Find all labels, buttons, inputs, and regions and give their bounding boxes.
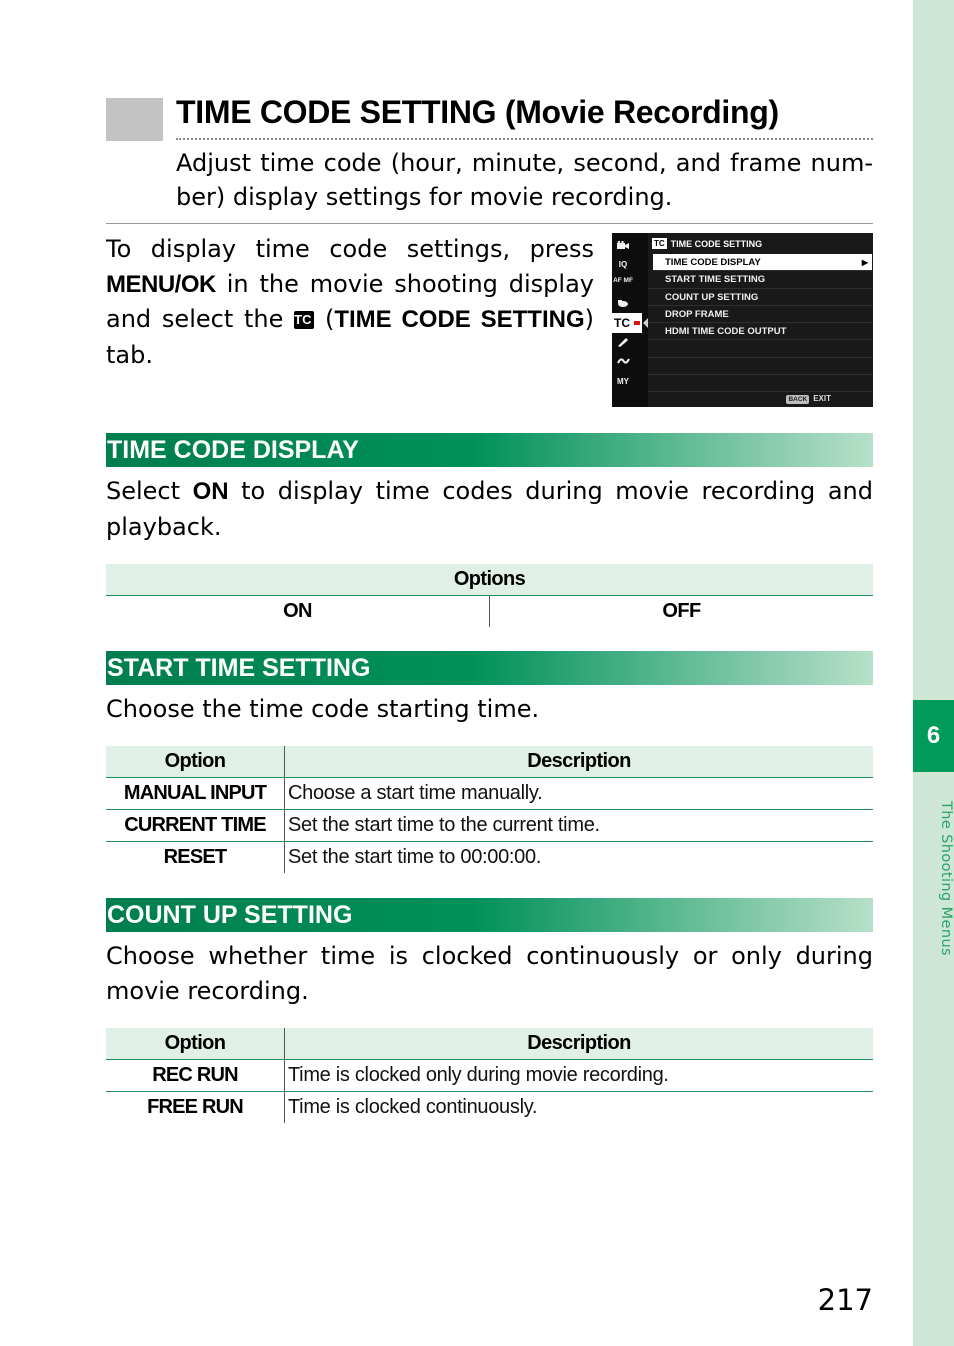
menu-item-time-code-display	[653, 254, 872, 271]
howto-part3: (	[314, 305, 335, 333]
camera-menu-header	[652, 236, 762, 252]
howto-part2: in the movie shooting display and select the	[106, 269, 594, 333]
description-cell: Set the start time to 00:00:00.	[288, 846, 542, 868]
options-table	[106, 564, 873, 627]
back-button-icon: BACK	[788, 396, 808, 403]
chevron-right-icon: ▶	[861, 258, 868, 267]
description-column-header: Description	[285, 1028, 874, 1060]
tab-name: TIME CODE SETTING	[334, 306, 585, 333]
start-time-table	[106, 746, 873, 873]
menu-item-empty	[648, 358, 872, 375]
howto-part4: ) tab.	[106, 305, 594, 369]
intro-rule	[106, 223, 873, 224]
camera-menu-list	[648, 254, 872, 392]
on-option-inline: ON	[192, 478, 229, 505]
camera-menu-footer	[786, 394, 831, 404]
option-cell: RESET	[106, 842, 285, 874]
title-divider	[176, 138, 873, 140]
start-time-setting-text: Choose the time code starting time.	[106, 695, 540, 723]
option-off: OFF	[662, 600, 701, 622]
section-heading-count-up-setting: COUNT UP SETTING	[106, 898, 873, 932]
my-menu-icon: MY	[617, 377, 629, 386]
description-cell: Time is clocked continuously.	[288, 1096, 538, 1118]
option-column-header: Option	[106, 1028, 285, 1060]
section-heading-time-code-display: TIME CODE DISPLAY	[106, 433, 873, 467]
count-up-table	[106, 1028, 873, 1123]
camera-menu-title: TIME CODE SETTING	[670, 239, 763, 249]
af-mf-icon: AF MF	[613, 277, 633, 284]
menu-item-start-time-setting: START TIME SETTING	[648, 271, 872, 288]
table-row	[106, 596, 873, 628]
option-on: ON	[106, 596, 490, 628]
table-row	[106, 842, 873, 874]
option-cell: FREE RUN	[106, 1092, 285, 1124]
text-part: Select	[106, 477, 193, 505]
table-row	[106, 778, 873, 810]
table-row	[106, 1060, 873, 1092]
table-header-row	[106, 1028, 873, 1060]
flash-icon	[612, 299, 634, 310]
camera-menu-sidebar	[612, 233, 648, 407]
chapter-number: 6	[913, 700, 954, 772]
description-column-header: Description	[285, 746, 874, 778]
description-cell: Time is clocked only during movie recording.	[285, 1060, 874, 1092]
title-marker	[106, 98, 163, 141]
howto-part1: To display time code settings, press	[106, 235, 594, 263]
tc-header-icon: TC	[654, 239, 665, 248]
options-header: Options	[106, 564, 873, 596]
menu-item-hdmi-time-code-output: HDMI TIME CODE OUTPUT	[648, 323, 872, 340]
active-marker	[634, 321, 640, 325]
option-cell: CURRENT TIME	[106, 810, 285, 842]
intro-text: Adjust time code (hour, minute, second, and frame num-ber) display settings for movie recording.	[176, 149, 873, 211]
menu-ok-key: MENU/OK	[106, 270, 216, 298]
count-up-setting-text: Choose whether time is clocked continuously or only during movie recording.	[106, 942, 873, 1005]
iq-icon: IQ	[618, 260, 628, 269]
time-code-display-text	[106, 474, 873, 544]
option-cell: REC RUN	[106, 1060, 285, 1092]
menu-item-count-up-setting: COUNT UP SETTING	[648, 289, 872, 306]
sidebar-item-tc-active	[612, 313, 642, 333]
tc-sidebar-label: TC	[614, 316, 630, 330]
chapter-label: The Shooting Menus	[938, 800, 954, 956]
menu-item-drop-frame: DROP FRAME	[648, 306, 872, 323]
page-number: 217	[817, 1283, 873, 1317]
description-cell: Set the start time to the current time.	[285, 810, 874, 842]
menu-item-empty	[648, 375, 872, 392]
table-header-row	[106, 564, 873, 596]
option-cell: MANUAL INPUT	[106, 778, 285, 810]
wrench-icon	[612, 337, 634, 349]
side-tab-strip	[913, 0, 954, 1346]
menu-item-empty	[648, 340, 872, 357]
page-title: TIME CODE SETTING (Movie Recording)	[176, 94, 779, 130]
table-header-row	[106, 746, 873, 778]
movie-icon	[612, 241, 634, 252]
section-heading-start-time-setting: START TIME SETTING	[106, 651, 873, 685]
howto-text	[106, 232, 594, 372]
option-column-header: Option	[106, 746, 285, 778]
table-row	[106, 810, 873, 842]
text-part: to display time codes during movie recording and playback.	[106, 477, 873, 541]
tc-tab-icon: TC	[294, 311, 314, 329]
description-cell: Choose a start time manually.	[285, 778, 874, 810]
menu-item-label: TIME CODE DISPLAY	[665, 257, 761, 268]
connection-icon	[612, 357, 634, 367]
exit-label: EXIT	[813, 394, 831, 403]
table-row	[106, 1092, 873, 1124]
camera-menu-screen	[612, 233, 873, 407]
